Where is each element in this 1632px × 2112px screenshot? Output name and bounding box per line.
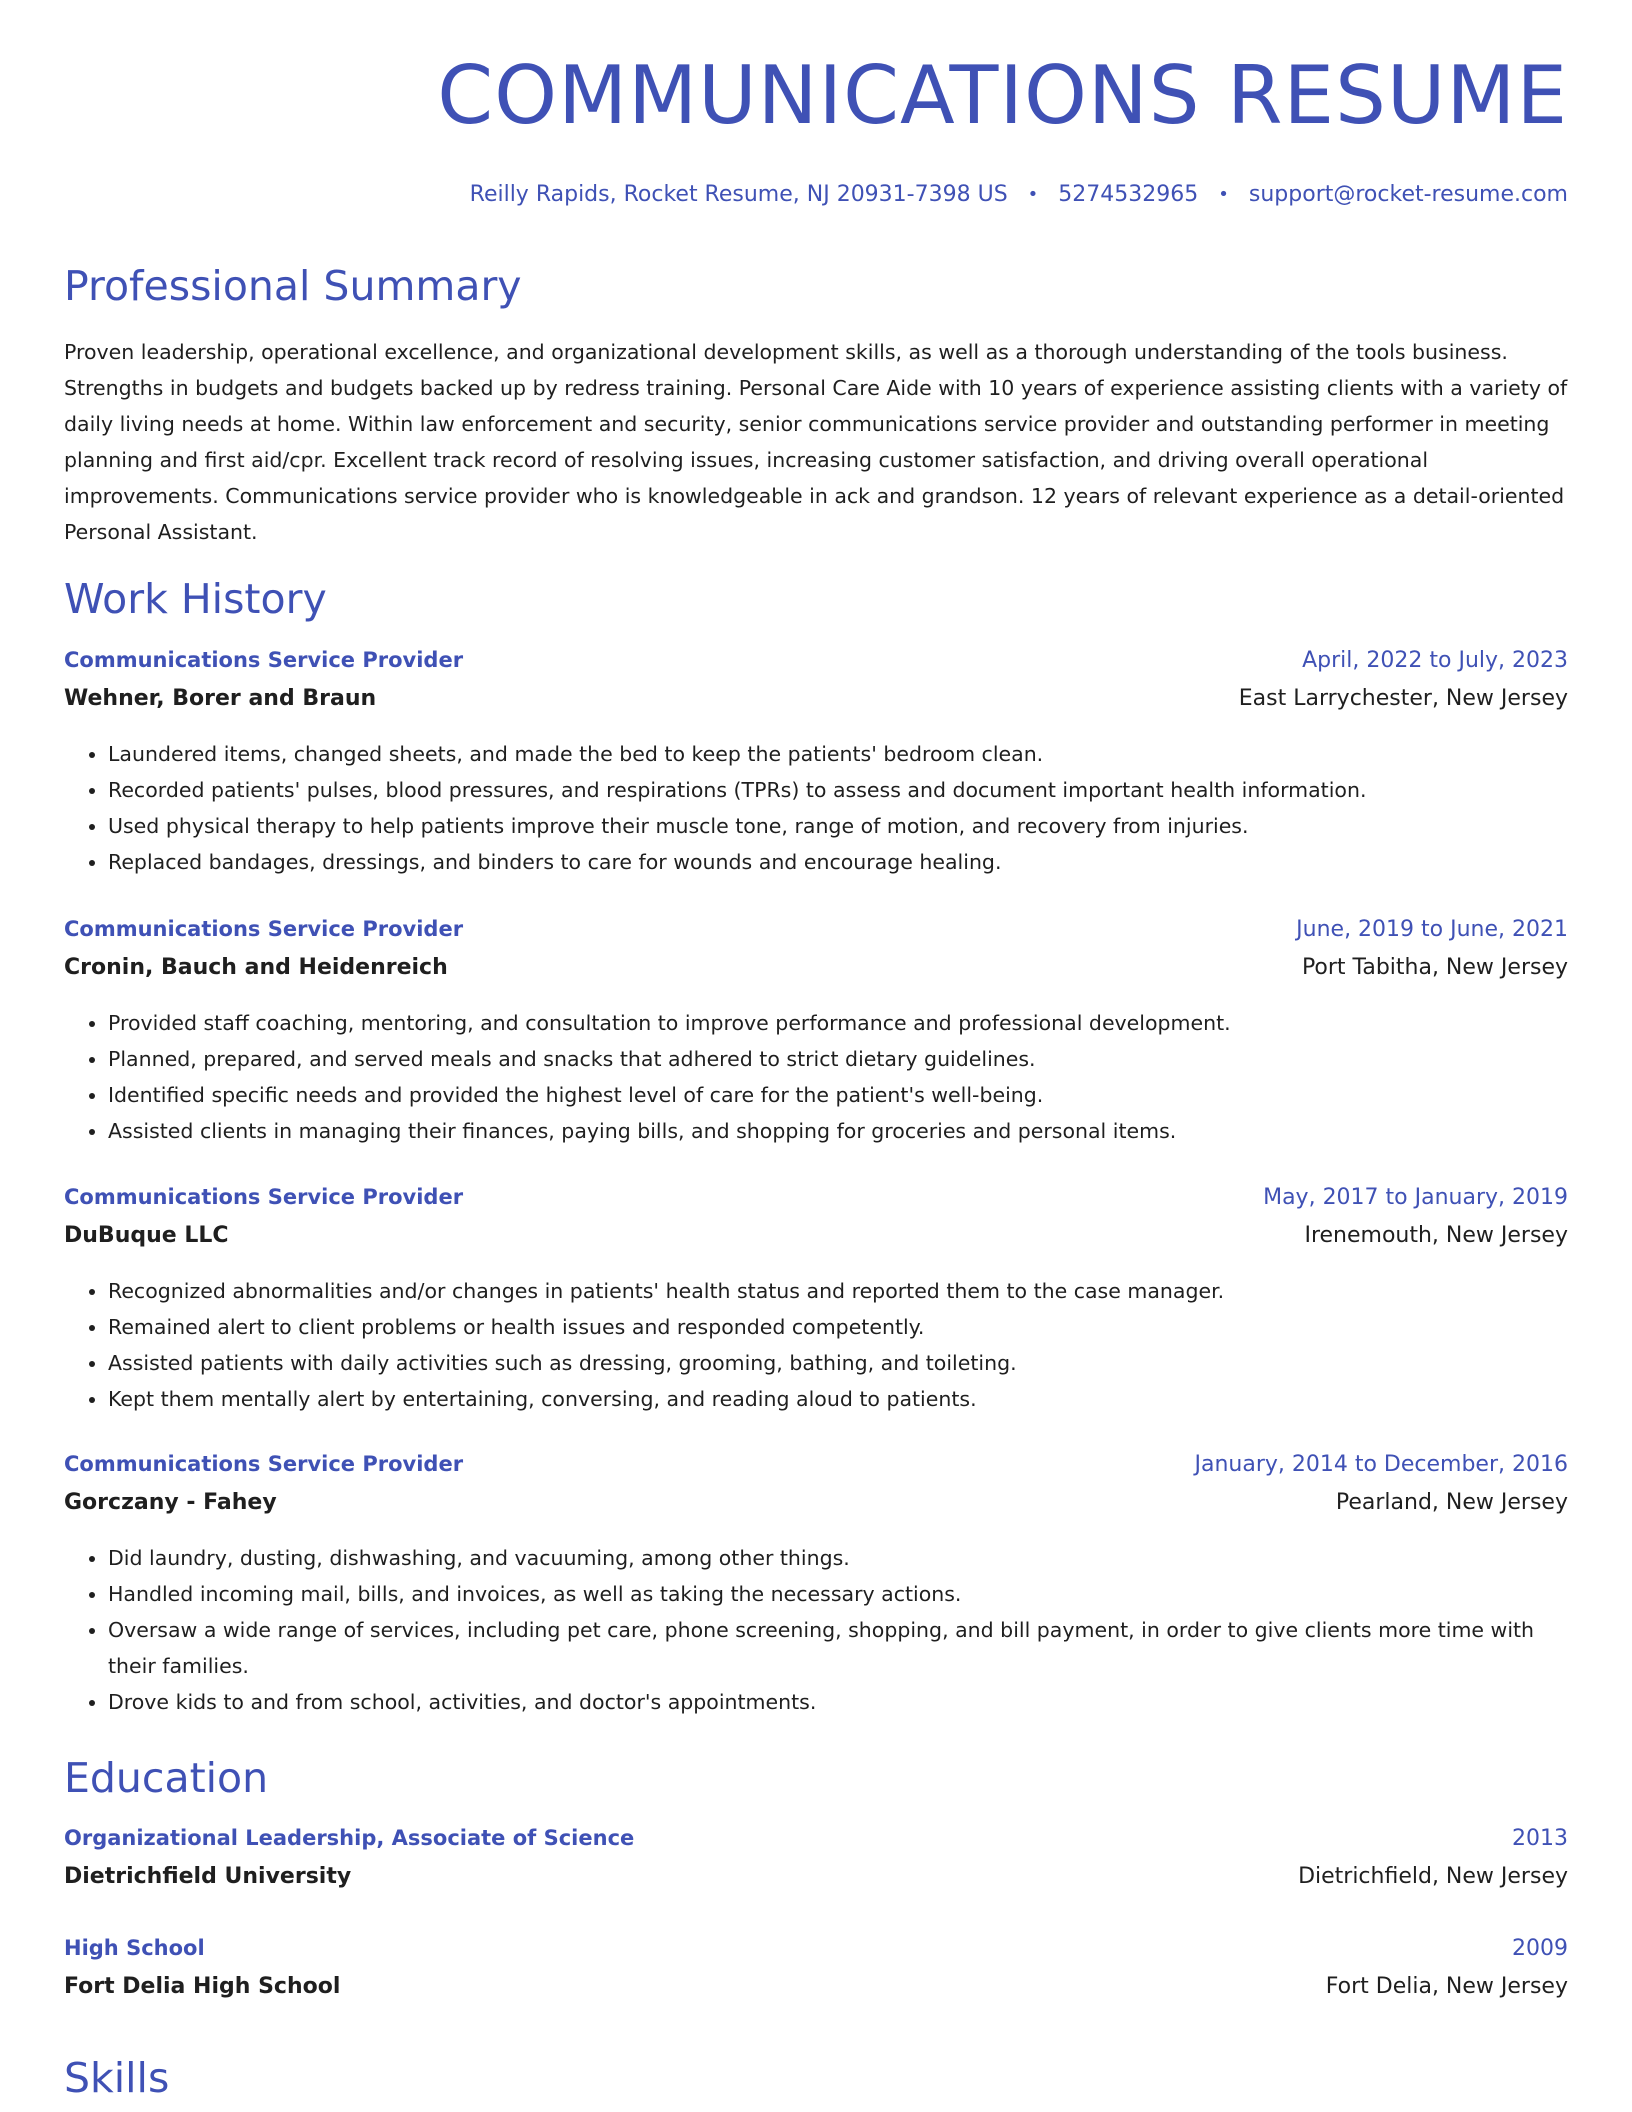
job-location: East Larrychester, New Jersey [1238,686,1568,711]
contact-address: Reilly Rapids, Rocket Resume, NJ 20931-7398 US [469,182,1008,207]
job-dates: January, 2014 to December, 2016 [1194,1452,1568,1477]
job-bullet: • Recorded patients' pulses, blood pressures, and respirations (TPRs) to assess and document important health information. [108,772,1568,808]
contact-separator: • [1027,184,1039,205]
job-bullets [64,1273,1568,1417]
education-entry [64,1826,1568,1902]
job-entry [64,917,1568,1149]
job-bullet: • Laundered items, changed sheets, and made the bed to keep the patients' bedroom clean. [108,736,1568,772]
job-dates: April, 2022 to July, 2023 [1302,648,1568,673]
section-title-summary: Professional Summary [64,262,522,310]
contact-phone: 5274532965 [1058,182,1199,207]
job-bullet: • Identified specific needs and provided the highest level of care for the patient's well-being. [108,1077,1568,1113]
education-year: 2009 [1512,1936,1568,1961]
education-year: 2013 [1512,1826,1568,1851]
job-role: Communications Service Provider [64,1185,464,1209]
job-dates: June, 2019 to June, 2021 [1296,917,1568,942]
job-bullet: • Assisted clients in managing their finances, paying bills, and shopping for groceries and personal items. [108,1113,1568,1149]
education-location: Fort Delia, New Jersey [1325,1974,1568,1999]
contact-line [470,182,1568,207]
job-location: Irenemouth, New Jersey [1304,1223,1568,1248]
job-bullet: • Planned, prepared, and served meals and snacks that adhered to strict dietary guidelines. [108,1041,1568,1077]
job-company: DuBuque LLC [64,1223,229,1248]
job-bullets [64,1005,1568,1149]
summary-text: Proven leadership, operational excellence, and organizational development skills, as well as a thorough understanding of the tools business. Strengths in budgets and budgets backed up by redress training. Personal Care Aide with 10 years of experience assisting clients with a variety of daily living needs at home. Within law enforcement and security, senior communications service provider and outstanding performer in meeting planning and first aid/cpr. Excellent track record of resolving issues, increasing customer satisfaction, and driving overall operational improvements. Communications service provider who is knowledgeable in ack and grandson. 12 years of relevant experience as a detail-oriented Personal Assistant. [64,340,1568,544]
job-location: Port Tabitha, New Jersey [1301,955,1568,980]
section-title-education: Education [64,1754,269,1802]
job-company: Wehner, Borer and Braun [64,686,377,711]
section-title-work-history: Work History [64,575,327,623]
job-bullet: • Handled incoming mail, bills, and invoices, as well as taking the necessary actions. [108,1576,1568,1612]
education-school: Fort Delia High School [64,1974,341,1999]
job-role: Communications Service Provider [64,917,464,941]
job-role: Communications Service Provider [64,1452,464,1476]
contact-separator: • [1218,184,1229,205]
job-entry [64,1185,1568,1417]
resume-title: COMMUNICATIONS RESUME [437,49,1568,142]
education-degree: High School [64,1936,205,1960]
section-title-skills: Skills [64,2054,170,2102]
job-bullet: • Recognized abnormalities and/or changes in patients' health status and reported them to the case manager. [108,1273,1568,1309]
job-entry [64,1452,1568,1720]
education-degree: Organizational Leadership, Associate of Science [64,1826,635,1850]
job-bullet: • Used physical therapy to help patients improve their muscle tone, range of motion, and recovery from injuries. [108,808,1568,844]
job-bullet: • Remained alert to client problems or health issues and responded competently. [108,1309,1568,1345]
job-bullet: • Did laundry, dusting, dishwashing, and vacuuming, among other things. [108,1540,1568,1576]
job-bullet: • Provided staff coaching, mentoring, and consultation to improve performance and professional development. [108,1005,1568,1041]
job-bullet: • Assisted patients with daily activities such as dressing, grooming, bathing, and toileting. [108,1345,1568,1381]
job-bullets [64,736,1568,880]
job-bullet: • Replaced bandages, dressings, and binders to care for wounds and encourage healing. [108,844,1568,880]
job-bullet: • Oversaw a wide range of services, including pet care, phone screening, shopping, and bill payment, in order to give clients more time with their families. [108,1612,1568,1684]
contact-email: support@rocket-resume.com [1248,182,1568,207]
job-bullets [64,1540,1568,1720]
job-entry [64,648,1568,880]
job-bullet: • Kept them mentally alert by entertaining, conversing, and reading aloud to patients. [108,1381,1568,1417]
job-company: Cronin, Bauch and Heidenreich [64,955,448,980]
education-school: Dietrichfield University [64,1864,352,1889]
job-dates: May, 2017 to January, 2019 [1263,1185,1568,1210]
job-bullet: • Drove kids to and from school, activities, and doctor's appointments. [108,1684,1568,1720]
education-entry [64,1936,1568,2012]
job-role: Communications Service Provider [64,648,464,672]
job-company: Gorczany - Fahey [64,1490,277,1515]
job-location: Pearland, New Jersey [1335,1490,1568,1515]
education-location: Dietrichfield, New Jersey [1298,1864,1568,1889]
